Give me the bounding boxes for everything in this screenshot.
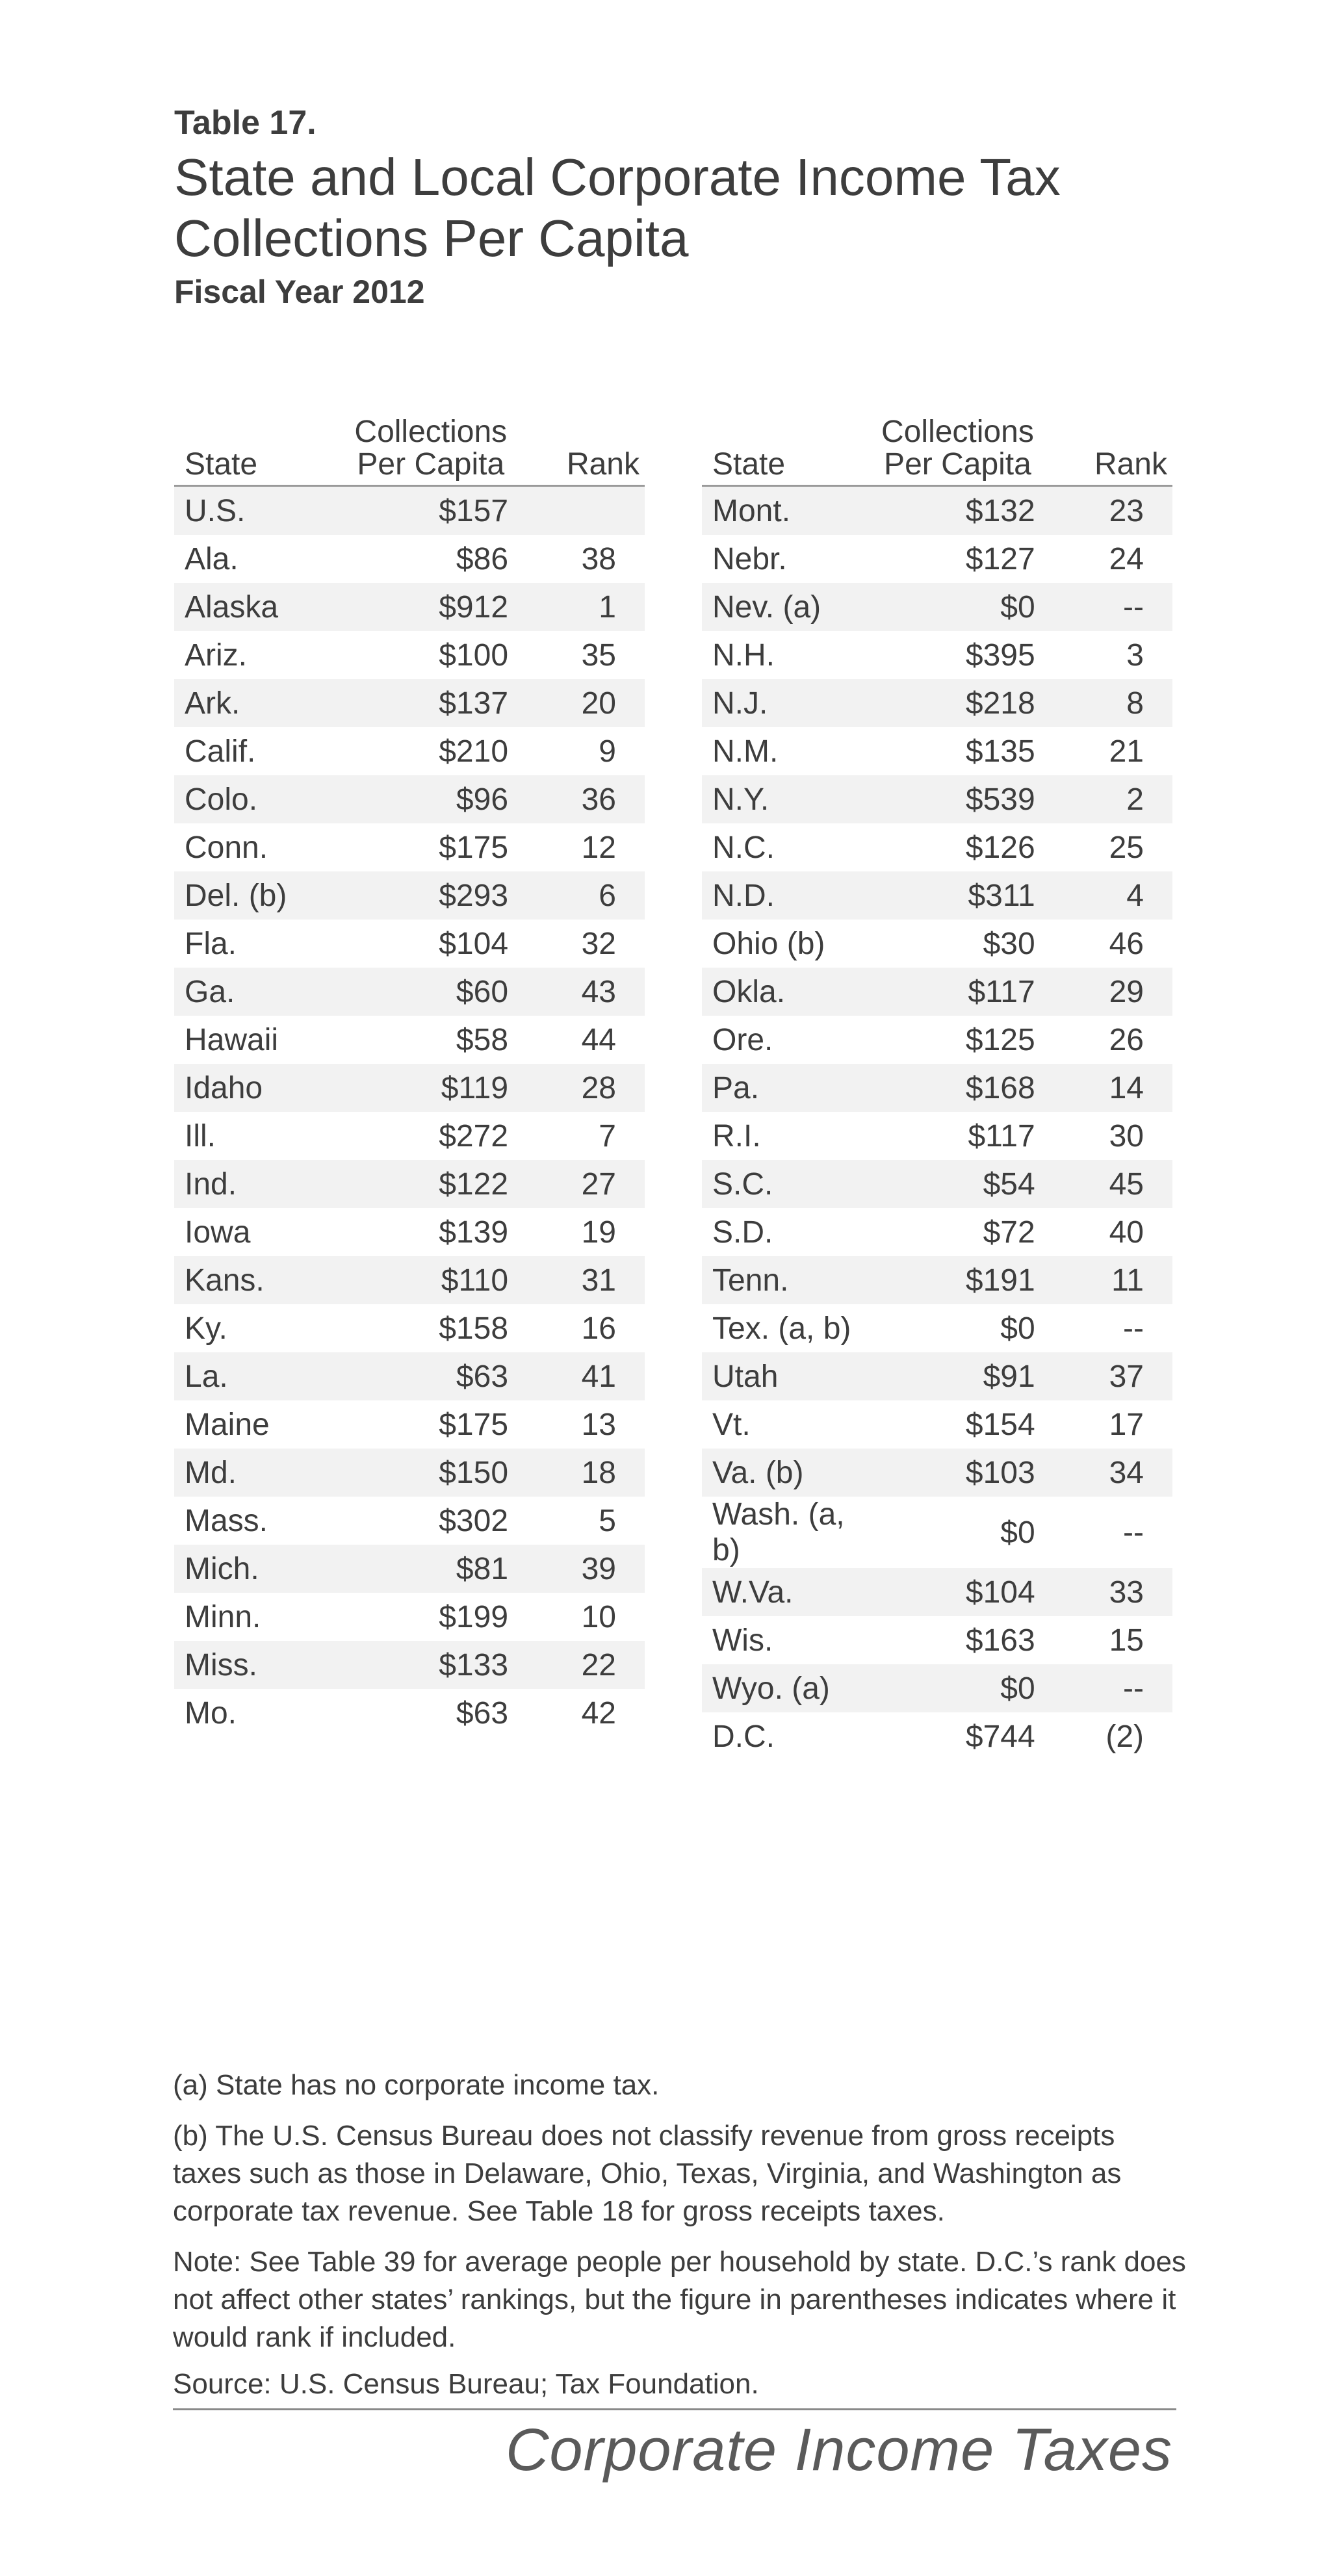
table-row [174, 1641, 645, 1689]
rank-cell: 6 [508, 871, 645, 920]
footnotes [173, 2067, 1187, 2369]
state-cell: N.H. [712, 638, 775, 673]
table-row [702, 583, 1172, 631]
state-cell: Ohio (b) [712, 926, 825, 961]
rank-cell: 24 [1109, 541, 1144, 576]
collections-cell: $168 [867, 1064, 1035, 1112]
rank-cell: 35 [581, 638, 616, 673]
state-cell: Ariz. [185, 638, 247, 673]
rank-cell: -- [1035, 1664, 1172, 1712]
table-row [702, 1400, 1172, 1449]
state-cell: Okla. [702, 968, 867, 1016]
rank-cell: 14 [1035, 1064, 1172, 1112]
rank-cell: 15 [1109, 1623, 1144, 1658]
table-row [174, 631, 645, 679]
state-cell: W.Va. [702, 1568, 867, 1616]
state-column-header: State [702, 416, 867, 486]
rank-cell: 26 [1109, 1022, 1144, 1057]
table-row [174, 1497, 645, 1545]
state-cell: Utah [702, 1352, 867, 1400]
table-row [702, 968, 1172, 1016]
collections-cell: $191 [867, 1256, 1035, 1304]
state-cell: Colo. [174, 775, 341, 823]
rank-cell: 3 [1126, 638, 1144, 673]
collections-cell: $912 [341, 583, 508, 631]
rank-cell: -- [1035, 583, 1172, 631]
rank-cell: 16 [581, 1311, 616, 1346]
collections-cell: $210 [439, 734, 509, 769]
state-cell: La. [174, 1352, 341, 1400]
right-data-table [702, 416, 1172, 1760]
state-cell: Maine [185, 1407, 270, 1442]
state-cell: Idaho [174, 1064, 341, 1112]
rank-cell: 18 [508, 1449, 645, 1497]
table-row [174, 1112, 645, 1160]
collections-cell: $135 [965, 734, 1035, 769]
table-row [702, 775, 1172, 823]
rank-cell: 37 [1035, 1352, 1172, 1400]
state-cell: Ky. [185, 1311, 227, 1346]
table-row [174, 871, 645, 920]
rank-cell: 33 [1035, 1568, 1172, 1616]
rank-cell: 30 [1109, 1118, 1144, 1153]
table-row [174, 535, 645, 583]
collections-cell: $133 [341, 1641, 508, 1689]
table-row [174, 1160, 645, 1208]
table-header-row [174, 416, 645, 486]
rank-cell: -- [1123, 1311, 1144, 1346]
footnote-b: (b) The U.S. Census Bureau does not classify revenue from gross receipts taxes such as those in Delaware, Ohio, Texas, Virginia, and Washington as corporate tax revenue. See Table 18 for gross receipts taxes. [173, 2120, 1122, 2227]
table-row [702, 871, 1172, 920]
collections-cell: $293 [341, 871, 508, 920]
collections-cell: $154 [965, 1407, 1035, 1442]
rank-cell: 11 [1035, 1256, 1172, 1304]
table-row [702, 1112, 1172, 1160]
rank-cell: 25 [1109, 830, 1144, 865]
table-row [702, 1616, 1172, 1664]
table-row [174, 727, 645, 775]
collections-cell: $150 [341, 1449, 508, 1497]
table-header [174, 103, 1188, 312]
collections-cell: $0 [867, 583, 1035, 631]
table-row [174, 1208, 645, 1256]
state-cell: U.S. [174, 486, 341, 535]
state-cell: Kans. [174, 1256, 341, 1304]
rank-cell: 8 [1035, 679, 1172, 727]
table-row [702, 1064, 1172, 1112]
collections-cell: $272 [439, 1118, 509, 1153]
section-footer-title: Corporate Income Taxes [505, 2417, 1172, 2483]
state-cell: Vt. [712, 1407, 751, 1442]
collections-cell: $30 [983, 926, 1035, 961]
footer-divider [173, 2408, 1176, 2410]
rank-cell: 27 [508, 1160, 645, 1208]
collections-cell: $63 [341, 1352, 508, 1400]
rank-cell: 39 [508, 1545, 645, 1593]
state-cell: D.C. [712, 1719, 775, 1754]
table-row [702, 1256, 1172, 1304]
state-cell: Del. (b) [174, 871, 341, 920]
collections-cell: $0 [1000, 1515, 1035, 1550]
rank-cell: 43 [508, 968, 645, 1016]
state-cell: Tenn. [702, 1256, 867, 1304]
rank-cell: -- [1123, 1515, 1144, 1550]
table-row [174, 1256, 645, 1304]
state-cell: Nev. (a) [702, 583, 867, 631]
rank-cell: 40 [1109, 1215, 1144, 1250]
left-table-body [174, 486, 645, 1738]
collections-cell: $302 [439, 1503, 509, 1538]
rank-cell: 28 [508, 1064, 645, 1112]
table-row [174, 1449, 645, 1497]
state-cell: R.I. [712, 1118, 761, 1153]
collections-cell: $81 [341, 1545, 508, 1593]
state-cell: N.J. [702, 679, 867, 727]
collections-cell: $119 [341, 1064, 508, 1112]
state-cell: Ill. [185, 1118, 216, 1153]
collections-cell: $96 [341, 775, 508, 823]
state-cell: Wis. [712, 1623, 773, 1658]
source-line: Source: U.S. Census Bureau; Tax Foundation. [173, 2368, 759, 2400]
state-cell: Wyo. (a) [702, 1664, 867, 1712]
table-row [702, 1497, 1172, 1568]
collections-cell: $100 [439, 638, 509, 673]
state-cell: Calif. [185, 734, 256, 769]
rank-cell: 32 [581, 926, 616, 961]
state-column-header: State [174, 416, 341, 486]
collections-cell: $175 [439, 830, 509, 865]
collections-cell: $218 [867, 679, 1035, 727]
rank-cell: 17 [1109, 1407, 1144, 1442]
collections-cell: $127 [965, 541, 1035, 576]
table-row [174, 1545, 645, 1593]
state-cell: Mont. [702, 486, 867, 535]
collections-cell: $58 [456, 1022, 509, 1057]
state-cell: Va. (b) [702, 1449, 867, 1497]
collections-cell: $175 [439, 1407, 509, 1442]
rank-cell: 2 [1035, 775, 1172, 823]
collections-cell: $126 [965, 830, 1035, 865]
collections-cell: $158 [439, 1311, 509, 1346]
rank-cell: 36 [508, 775, 645, 823]
rank-cell: 19 [581, 1215, 616, 1250]
table-row [702, 920, 1172, 968]
table-row [702, 823, 1172, 871]
collections-cell: $163 [965, 1623, 1035, 1658]
collections-cell: $311 [867, 871, 1035, 920]
table-row [702, 1568, 1172, 1616]
collections-cell: $0 [867, 1664, 1035, 1712]
collections-cell: $103 [867, 1449, 1035, 1497]
table-row [174, 1352, 645, 1400]
state-cell: Wash. (a, b) [712, 1497, 845, 1567]
rank-cell: 38 [581, 541, 616, 576]
collections-cell: $54 [867, 1160, 1035, 1208]
table-row [174, 920, 645, 968]
table-row [174, 1016, 645, 1064]
collections-cell: $72 [983, 1215, 1035, 1250]
rank-cell: 46 [1109, 926, 1144, 961]
rank-cell: 42 [581, 1695, 616, 1731]
table-row [174, 1304, 645, 1352]
state-cell: Conn. [185, 830, 268, 865]
rank-cell: 41 [508, 1352, 645, 1400]
table-row [174, 1689, 645, 1737]
state-cell: Ore. [712, 1022, 773, 1057]
rank-cell: 9 [599, 734, 616, 769]
collections-cell: $137 [341, 679, 508, 727]
table-row [702, 631, 1172, 679]
rank-column-header: Rank [1035, 416, 1172, 486]
collections-cell: $199 [439, 1599, 509, 1634]
table-header-row [702, 416, 1172, 486]
state-cell: N.Y. [702, 775, 867, 823]
rank-cell: 1 [508, 583, 645, 631]
table-row [174, 775, 645, 823]
collections-cell: $104 [439, 926, 509, 961]
collections-cell: $157 [341, 486, 508, 535]
state-cell: S.D. [712, 1215, 773, 1250]
state-cell: Minn. [185, 1599, 261, 1634]
state-cell: Alaska [174, 583, 341, 631]
state-cell: Iowa [185, 1215, 251, 1250]
rank-cell: 21 [1109, 734, 1144, 769]
collections-column-header: Collections Per Capita [867, 416, 1035, 486]
state-cell: Mo. [185, 1695, 237, 1731]
footnote-a: (a) State has no corporate income tax. [173, 2069, 660, 2101]
collections-cell: $0 [1000, 1311, 1035, 1346]
rank-cell: 44 [581, 1022, 616, 1057]
table-row [702, 486, 1172, 535]
state-cell: Mich. [174, 1545, 341, 1593]
collections-cell: $744 [965, 1719, 1035, 1754]
table-row [174, 1064, 645, 1112]
collections-cell: $139 [439, 1215, 509, 1250]
table-row [702, 1208, 1172, 1256]
state-cell: Ga. [174, 968, 341, 1016]
table-subtitle: Fiscal Year 2012 [174, 274, 425, 310]
right-table-body [702, 486, 1172, 1761]
left-data-table [174, 416, 645, 1737]
table-row [702, 679, 1172, 727]
state-cell: N.D. [702, 871, 867, 920]
rank-cell: (2) [1105, 1719, 1144, 1754]
state-cell: Tex. (a, b) [712, 1311, 851, 1346]
state-cell: Miss. [174, 1641, 341, 1689]
state-cell: Ind. [174, 1160, 341, 1208]
collections-cell: $91 [867, 1352, 1035, 1400]
table-row [174, 583, 645, 631]
rank-cell: 12 [581, 830, 616, 865]
rank-column-header: Rank [508, 416, 645, 486]
rank-cell: 20 [508, 679, 645, 727]
state-cell: Nebr. [712, 541, 787, 576]
table-row [702, 1664, 1172, 1712]
table-row [702, 1016, 1172, 1064]
collections-cell: $132 [867, 486, 1035, 535]
table-row [174, 1593, 645, 1641]
rank-cell: 22 [508, 1641, 645, 1689]
collections-cell: $395 [965, 638, 1035, 673]
state-cell: N.M. [712, 734, 779, 769]
table-title: State and Local Corporate Income Tax Collections Per Capita [174, 148, 1061, 267]
collections-cell: $117 [867, 968, 1035, 1016]
collections-cell: $110 [341, 1256, 508, 1304]
rank-cell: 7 [599, 1118, 616, 1153]
collections-cell: $117 [968, 1118, 1035, 1153]
table-row [702, 1160, 1172, 1208]
state-cell: Fla. [185, 926, 237, 961]
table-row [174, 968, 645, 1016]
state-cell: Ark. [174, 679, 341, 727]
table-row [174, 823, 645, 871]
table-row [702, 1304, 1172, 1352]
collections-cell: $539 [867, 775, 1035, 823]
rank-cell: 13 [581, 1407, 616, 1442]
collections-cell: $63 [456, 1695, 509, 1731]
table-row [702, 1712, 1172, 1760]
state-cell: Pa. [702, 1064, 867, 1112]
table-row [702, 727, 1172, 775]
rank-cell: 31 [508, 1256, 645, 1304]
table-row [702, 1352, 1172, 1400]
rank-cell: 4 [1035, 871, 1172, 920]
table-row [174, 679, 645, 727]
rank-cell: 5 [599, 1503, 616, 1538]
table-row [174, 486, 645, 535]
rank-cell: 45 [1035, 1160, 1172, 1208]
collections-cell: $60 [341, 968, 508, 1016]
rank-cell: 34 [1035, 1449, 1172, 1497]
collections-column-header: Collections Per Capita [341, 416, 508, 486]
state-cell: S.C. [702, 1160, 867, 1208]
table-number: Table 17. [174, 104, 317, 142]
state-cell: Hawaii [185, 1022, 279, 1057]
state-cell: Mass. [185, 1503, 268, 1538]
table-row [702, 535, 1172, 583]
rank-cell: 10 [581, 1599, 616, 1634]
collections-cell: $104 [867, 1568, 1035, 1616]
collections-cell: $125 [965, 1022, 1035, 1057]
collections-cell: $86 [456, 541, 509, 576]
rank-cell: 23 [1035, 486, 1172, 535]
rank-cell [508, 486, 645, 535]
rank-cell: 29 [1035, 968, 1172, 1016]
table-row [174, 1400, 645, 1449]
state-cell: Md. [174, 1449, 341, 1497]
table-note: Note: See Table 39 for average people per household by state. D.C.’s rank does not affect other states’ rankings, but the figure in parentheses indicates where it would rank if included. [173, 2246, 1186, 2353]
state-cell: Ala. [185, 541, 239, 576]
table-row [702, 1449, 1172, 1497]
collections-cell: $122 [341, 1160, 508, 1208]
state-cell: N.C. [712, 830, 775, 865]
